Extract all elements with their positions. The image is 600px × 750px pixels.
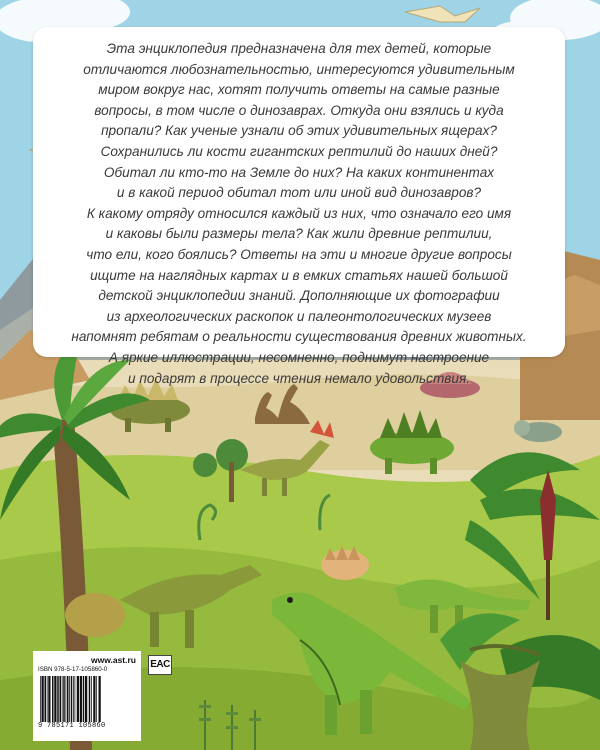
eac-conformity-mark: EAC <box>148 655 172 675</box>
description-text <box>51 39 547 389</box>
description-line: миром вокруг нас, хотят получить ответы на самые разные <box>98 82 500 98</box>
description-line: отличаются любознательностью, интересуются удивительным <box>83 61 515 77</box>
description-line: А яркие иллюстрации, несомненно, поднимут настроение <box>108 349 490 365</box>
description-panel <box>33 27 565 386</box>
barcode-icon <box>38 676 136 722</box>
description-line: детской энциклопедии знаний. Дополняющие их фотографии <box>98 288 500 304</box>
description-line: К какому отряду относился каждый из них, что означало его имя <box>86 205 512 221</box>
description-line: напомнят ребятам о реальности существования древних животных. <box>71 329 527 345</box>
description-line: и в какой период обитал тот или иной вид динозавров? <box>116 185 482 201</box>
description-line: Обитал ли кто-то на Земле до них? На каких континентах <box>103 164 495 180</box>
description-line: вопросы, в том числе о динозаврах. Откуда они взялись и куда <box>94 102 504 118</box>
description-line: Эта энциклопедия предназначена для тех детей, которые <box>106 41 492 56</box>
isbn-text: ISBN 978-5-17-105860-0 <box>38 666 108 673</box>
description-line: и каковы были размеры тела? Как жили древние рептилии, <box>105 226 493 242</box>
description-line: Сохранились ли кости гигантских рептилий до наших дней? <box>100 143 498 159</box>
description-line: что ели, кого боялись? Ответы на эти и многие другие вопросы <box>86 246 512 262</box>
description-line: и подарят в процессе чтения немало удовольствия. <box>128 370 470 386</box>
barcode-digits: 9 785171 105860 <box>38 722 106 730</box>
description-line: ищите на наглядных картах и в емких статьях нашей большой <box>90 267 508 283</box>
description-line: пропали? Как ученые узнали об этих удивительных ящерах? <box>101 123 497 139</box>
description-line: из археологических раскопок и палеонтологических музеев <box>106 308 492 324</box>
barcode-panel <box>33 651 141 741</box>
publisher-website: www.ast.ru <box>90 655 136 665</box>
